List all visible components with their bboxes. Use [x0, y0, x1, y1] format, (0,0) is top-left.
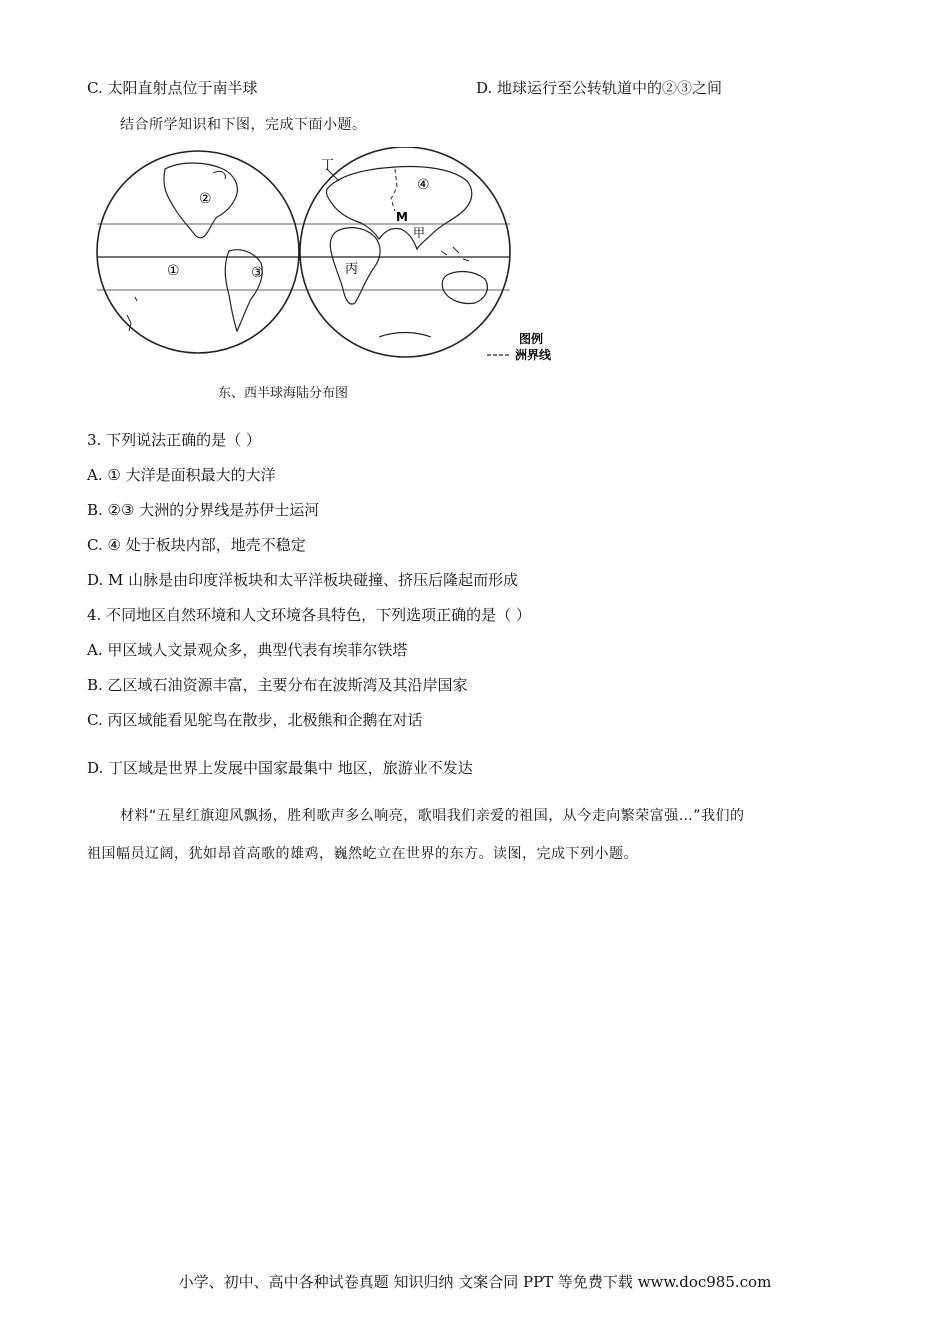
q3-option-c: C. ④ 处于板块内部，地壳不稳定	[87, 536, 306, 554]
material-line-1: 材料“五星红旗迎风飘扬，胜利歌声多么响亮，歌唱我们亲爱的祖国，从今走向繁荣富强…”我们的	[120, 808, 745, 824]
q4-option-b: B. 乙区域石油资源丰富，主要分布在波斯湾及其沿岸国家	[87, 676, 468, 694]
map-label-4: ④	[417, 177, 430, 193]
hemisphere-map-svg	[95, 147, 565, 377]
prev-option-c: C. 太阳直射点位于南半球	[87, 79, 258, 97]
legend-item: 洲界线	[515, 348, 552, 362]
page-footer: 小学、初中、高中各种试卷真题 知识归纳 文案合同 PPT 等免费下载 www.doc985.com	[178, 1273, 772, 1291]
q4-option-d: D. 丁区域是世界上发展中国家最集中 地区，旅游业不发达	[87, 759, 473, 777]
q3-option-d: D. M 山脉是由印度洋板块和太平洋板块碰撞、挤压后隆起而形成	[87, 571, 519, 589]
intro-text: 结合所学知识和下图，完成下面小题。	[120, 117, 367, 133]
legend-title: 图例	[519, 332, 544, 346]
q4-option-a: A. 甲区域人文景观众多，典型代表有埃菲尔铁塔	[87, 641, 408, 659]
map-label-bing: 丙	[345, 262, 359, 277]
q3-stem: 3. 下列说法正确的是（ ）	[87, 431, 261, 449]
figure-caption: 东、西半球海陆分布图	[218, 386, 349, 401]
q3-option-a: A. ① 大洋是面积最大的大洋	[87, 466, 276, 484]
hemisphere-map	[95, 147, 565, 377]
map-label-1: ①	[167, 263, 180, 279]
map-label-2: ②	[199, 191, 212, 207]
map-label-m: M	[396, 210, 408, 224]
map-label-ding: 丁	[321, 158, 335, 173]
map-label-jia: 甲	[413, 226, 426, 240]
material-line-2: 祖国幅员辽阔，犹如昂首高歌的雄鸡，巍然屹立在世界的东方。读图，完成下列小题。	[87, 846, 638, 862]
q4-option-c: C. 丙区域能看见鸵鸟在散步，北极熊和企鹅在对话	[87, 711, 423, 729]
map-label-3: ③	[251, 265, 264, 281]
q4-stem: 4. 不同地区自然环境和人文环境各具特色，下列选项正确的是（ ）	[87, 606, 531, 624]
prev-option-d: D. 地球运行至公转轨道中的②③之间	[476, 79, 723, 97]
q3-option-b: B. ②③ 大洲的分界线是苏伊士运河	[87, 501, 320, 519]
